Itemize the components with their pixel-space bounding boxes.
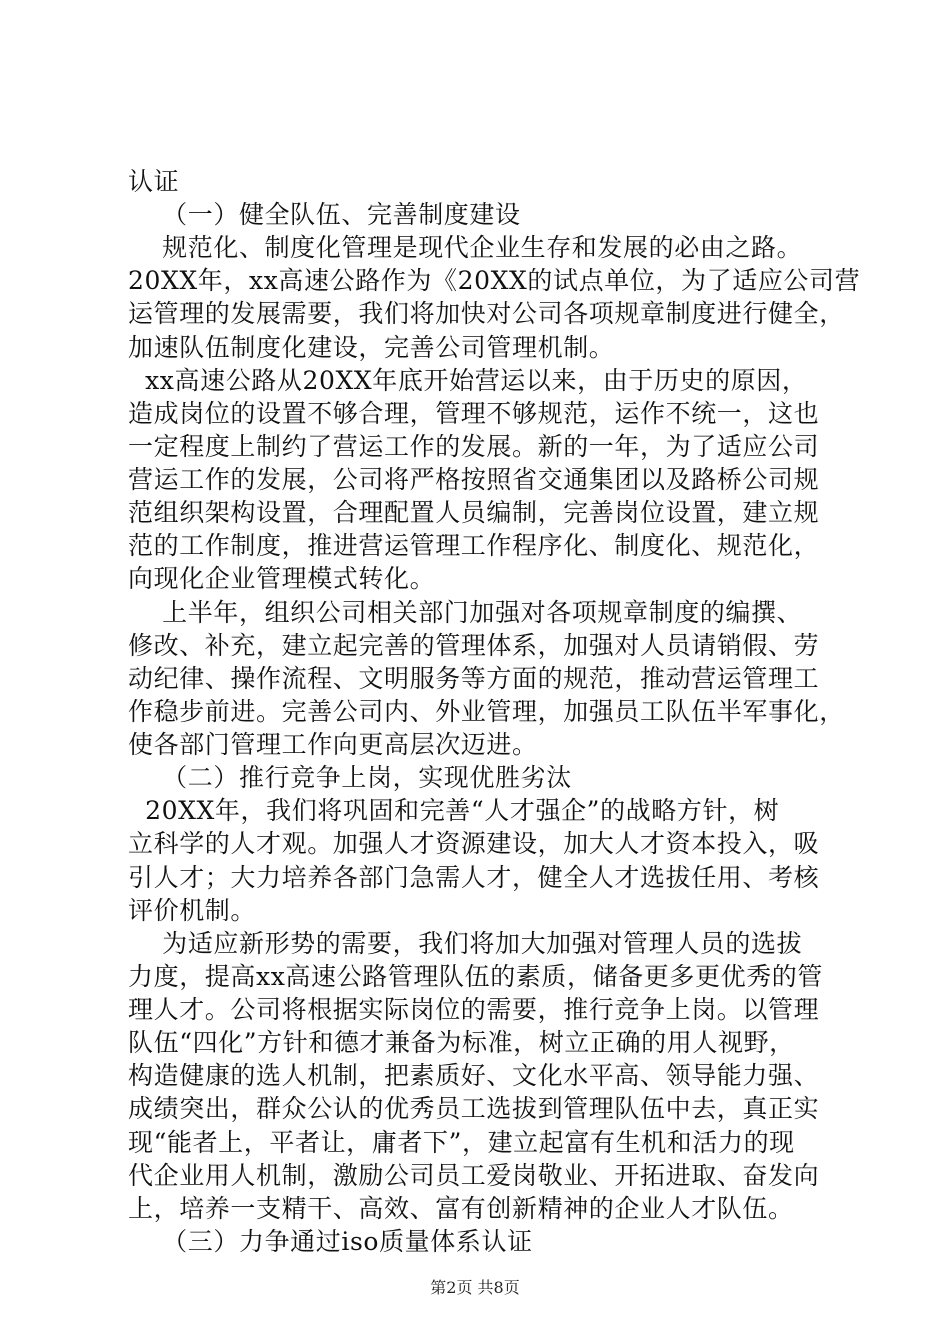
text-line: 成绩突出，群众公认的优秀员工选拔到管理队伍中去，真正实 [128, 1094, 820, 1124]
text-line: 评价机制。 [128, 895, 257, 925]
text-line: 加速队伍制度化建设，完善公司管理机制。 [128, 332, 615, 362]
text-line: 作稳步前进。完善公司内、外业管理，加强员工队伍半军事化， [128, 696, 845, 726]
text-line: 范的工作制度，推进营运管理工作程序化、制度化、规范化， [128, 531, 820, 561]
text-line: 范组织架构设置，合理配置人员编制，完善岗位设置，建立规 [128, 498, 820, 528]
text-line: 为适应新形势的需要，我们将加大加强对管理人员的选拔 [128, 928, 803, 958]
text-line: 立科学的人才观。加强人才资源建设，加大人才资本投入，吸 [128, 829, 820, 859]
text-line: 使各部门管理工作向更高层次迈进。 [128, 730, 538, 760]
text-line: 力度，提高xx高速公路管理队伍的素质，储备更多更优秀的管 [128, 961, 824, 991]
text-line: 20XX年，xx高速公路作为《20XX的试点单位，为了适应公司营 [128, 266, 861, 296]
text-line: 运管理的发展需要，我们将加快对公司各项规章制度进行健全， [128, 299, 845, 329]
text-line: 代企业用人机制，激励公司员工爱岗敬业、开拓进取、奋发向 [128, 1160, 820, 1190]
text-line: 营运工作的发展，公司将严格按照省交通集团以及路桥公司规 [128, 465, 820, 495]
text-line: 修改、补充，建立起完善的管理体系，加强对人员请销假、劳 [128, 630, 820, 660]
text-line: 构造健康的选人机制，把素质好、文化水平高、领导能力强、 [128, 1061, 820, 1091]
text-line: 认证 [128, 167, 180, 196]
section-heading-2: （二）推行竞争上岗，实现优胜劣汰 [128, 763, 572, 793]
section-heading-1: （一）健全队伍、完善制度建设 [128, 200, 521, 230]
text-line: 现“能者上，平者让，庸者下”，建立起富有生机和活力的现 [128, 1127, 795, 1157]
section-heading-3: （三）力争通过iso质量体系认证 [128, 1226, 533, 1256]
text-line: 引人才；大力培养各部门急需人才，健全人才选拔任用、考核 [128, 862, 820, 892]
text-line: 一定程度上制约了营运工作的发展。新的一年，为了适应公司 [128, 431, 820, 461]
text-line: 向现化企业管理模式转化。 [128, 564, 436, 594]
text-line: 动纪律、操作流程、文明服务等方面的规范，推动营运管理工 [128, 663, 820, 693]
text-line: 上半年，组织公司相关部门加强对各项规章制度的编撰、 [128, 597, 803, 627]
page-number-footer: 第2页 共8页 [430, 1278, 520, 1297]
text-line: xx高速公路从20XX年底开始营运以来，由于历史的原因， [128, 365, 808, 395]
text-line: 20XX年，我们将巩固和完善“人才强企”的战略方针，树 [128, 796, 780, 826]
text-line: 理人才。公司将根据实际岗位的需要，推行竞争上岗。以管理 [128, 995, 820, 1025]
text-line: 造成岗位的设置不够合理，管理不够规范，运作不统一，这也 [128, 398, 820, 428]
text-line: 规范化、制度化管理是现代企业生存和发展的必由之路。 [128, 233, 803, 263]
text-line: 上，培养一支精干、高效、富有创新精神的企业人才队伍。 [128, 1193, 794, 1223]
text-line: 队伍“四化”方针和德才兼备为标准，树立正确的用人视野， [128, 1028, 795, 1058]
